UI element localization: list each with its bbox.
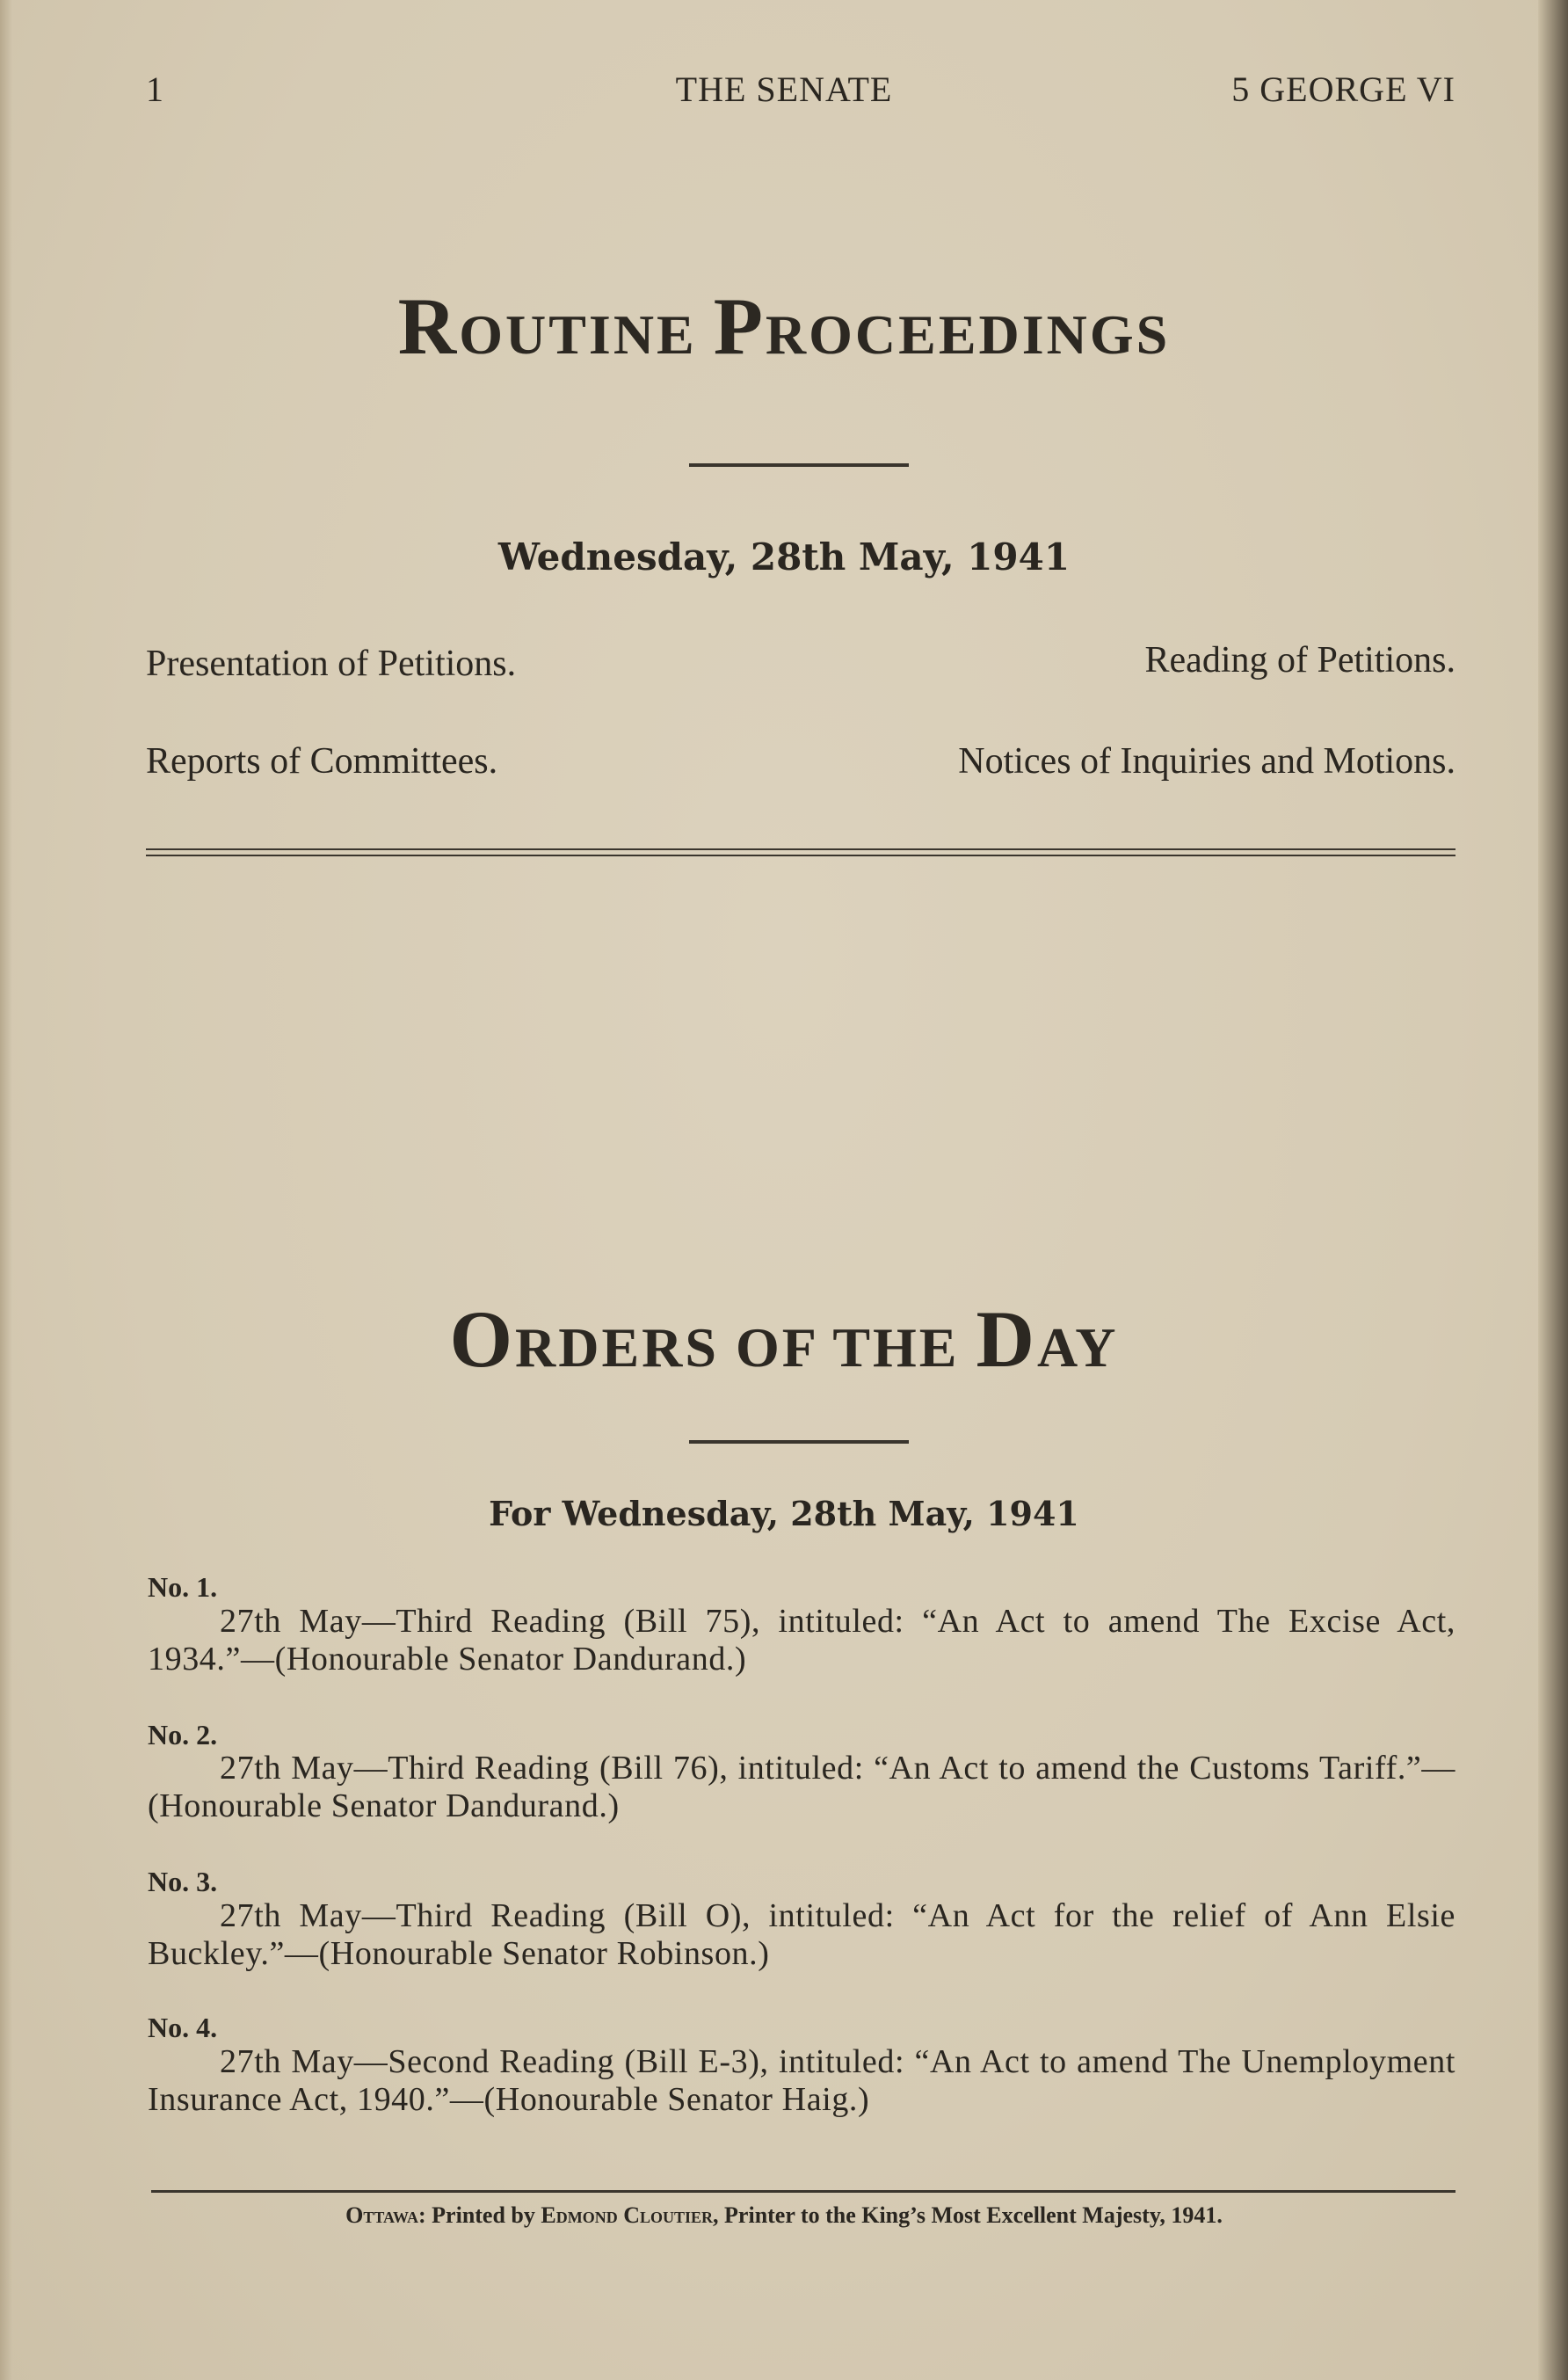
regnal-year: 5 GEORGE VI (1231, 69, 1455, 109)
heading-cap: O (449, 1294, 516, 1384)
short-rule (689, 463, 909, 467)
heading-cap: R (397, 281, 460, 371)
order-text: 27th May—Third Reading (Bill 75), intituled: “An Act to amend The Excise Act, 1934.”—(Honourable Senator Dandurand.) (148, 1603, 1455, 1678)
order-text: 27th May—Second Reading (Bill E-3), intituled: “An Act to amend The Unemployment Insurance Act, 1940.”—(Honourable Senator Haig.) (148, 2043, 1455, 2118)
heading-text: ROCEEDINGS (765, 303, 1171, 366)
running-title: THE SENATE (675, 69, 893, 109)
order-number: No. 4. (148, 2012, 218, 2043)
orders-of-the-day-heading (0, 1292, 1568, 1386)
imprint-text: Printed by (425, 2202, 541, 2228)
routine-item-reports-of-committees: Reports of Committees. (146, 741, 498, 782)
double-rule-bottom (146, 855, 1455, 856)
double-rule-top (146, 848, 1455, 850)
order-number: No. 3. (148, 1866, 218, 1897)
orders-date: For Wednesday, 28th May, 1941 (489, 1494, 1079, 1533)
order-number: No. 2. (148, 1719, 218, 1750)
heading-text: OUTINE (459, 303, 714, 366)
imprint-text: Printer to the King’s Most Excellent Majesty, 1941. (718, 2202, 1223, 2228)
imprint-printer: Edmond Cloutier, (541, 2202, 719, 2228)
routine-item-presentation-of-petitions: Presentation of Petitions. (146, 644, 517, 684)
order-text: 27th May—Third Reading (Bill 76), intituled: “An Act to amend the Customs Tariff.”—(Honourable Senator Dandurand.) (148, 1750, 1455, 1824)
heading-cap: P (713, 281, 766, 371)
heading-text: AY (1036, 1316, 1119, 1379)
order-text: 27th May—Third Reading (Bill O), intituled: “An Act for the relief of Ann Elsie Buckley.”—(Honourable Senator Robinson.) (148, 1897, 1455, 1972)
routine-item-notices-of-inquiries: Notices of Inquiries and Motions. (958, 741, 1455, 782)
imprint-place: Ottawa: (345, 2202, 426, 2228)
page-number: 1 (146, 69, 164, 109)
order-number: No. 1. (148, 1571, 218, 1603)
heading-cap: D (976, 1294, 1037, 1384)
short-rule (689, 1440, 909, 1444)
routine-date: Wednesday, 28th May, 1941 (497, 535, 1071, 579)
routine-proceedings-heading (0, 280, 1568, 373)
printer-imprint (0, 2202, 1568, 2229)
routine-item-reading-of-petitions: Reading of Petitions. (1144, 640, 1455, 681)
heading-text: RDERS OF THE (515, 1316, 976, 1379)
footer-rule (151, 2190, 1455, 2193)
